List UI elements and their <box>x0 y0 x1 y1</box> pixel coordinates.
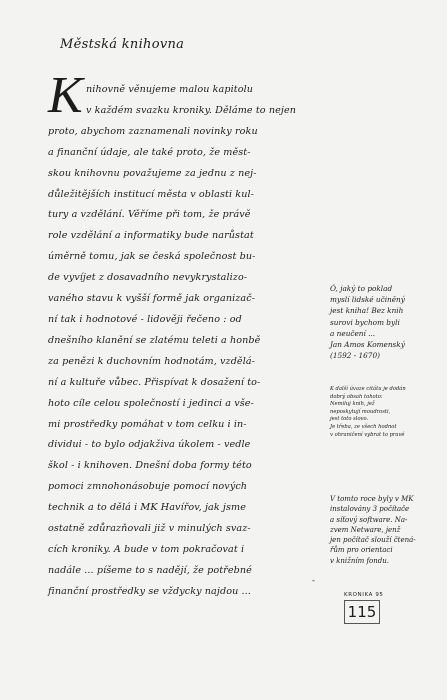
main-line: nihovně věnujeme malou kapitolu <box>86 84 254 95</box>
note-line: Je třeba, ze všech hodnot <box>330 423 397 430</box>
main-line: úměrně tomu, jak se česká společnost bu- <box>48 251 256 263</box>
continuation-dash: - <box>312 576 315 585</box>
main-line: a finanční údaje, ale také proto, že měst- <box>48 146 251 158</box>
network-line: V tomto roce byly v MK <box>330 495 414 503</box>
main-line: skou knihovnu považujeme za jednu z nej- <box>48 167 257 179</box>
network-line: a síťový software. Na- <box>330 515 408 524</box>
main-line: důležitějších institucí města v oblasti kul- <box>48 188 255 200</box>
main-line: mi prostředky pomáhat v tom celku i in- <box>48 418 247 430</box>
chronicle-label: KRONIKA 95 <box>344 592 384 598</box>
main-line: technik a to dělá i MK Havířov, jak jsme <box>48 502 247 514</box>
side-note-network <box>330 494 442 566</box>
network-line: zvem Netware, jenž <box>330 525 401 534</box>
note-line: Nemiluj knih, jež <box>330 401 375 408</box>
main-line: finanční prostředky se vždycky najdou ... <box>48 585 251 597</box>
note-line: neposkytují moudrosti, <box>330 408 391 415</box>
note-line: jest toto slovo. <box>330 416 369 423</box>
note-line: K další úvaze citátu je dodán <box>330 386 406 392</box>
note-line: dobrý obsah tohoto: <box>330 393 383 400</box>
quote-line: surovi bychom byli <box>330 317 400 327</box>
main-line: role vzdělání a informatiky bude narůstat <box>48 230 254 242</box>
main-line: škol - i knihoven. Dnešní doba formy této <box>48 460 252 472</box>
main-line: ní a kultuře vůbec. Přispívat k dosažení to- <box>48 376 261 388</box>
main-line: pomoci zmnohonásobuje pomocí nových <box>48 481 248 493</box>
main-line: v každém svazku kroniky. Děláme to nejen <box>86 104 297 116</box>
page-number-box: 115 <box>344 600 380 624</box>
quote-years: (1592 - 1670) <box>330 351 380 361</box>
quote-line: a neučení ... <box>330 328 376 338</box>
note-line: v ohraničení vybrat to pravé <box>330 431 405 438</box>
quote-line: Ó, jaký to poklad <box>330 284 393 293</box>
main-line: dnešního klanění se zlatému teleti a honbě <box>48 334 261 346</box>
main-line: vaného stavu k vyšší formě jak organizač- <box>48 293 256 305</box>
network-line: řům pro orientaci <box>330 546 393 555</box>
page-heading: Městská knihovna <box>60 37 185 52</box>
main-line: tury a vzdělání. Věříme při tom, že právě <box>48 209 251 221</box>
main-line: de vyvíjet z dosavadního nevykrystalizo- <box>48 272 248 284</box>
main-line: nadále ... píšeme to s nadějí, že potřebné <box>48 564 252 576</box>
main-paragraph <box>48 80 323 603</box>
side-quote-komensky <box>330 283 442 361</box>
main-line: hoto cíle celou společností i jedinci a vše- <box>48 397 254 409</box>
network-line: instalovány 3 počítače <box>330 505 410 514</box>
main-line: cích kroniky. A bude v tom pokračovat i <box>48 543 245 555</box>
network-line: jen počítač slouží čtená- <box>330 536 416 545</box>
quote-author: Jan Amos Komenský <box>330 340 405 350</box>
quote-line: myslí lidské učiněný <box>330 295 405 305</box>
quote-line: jest kniha! Bez knih <box>330 306 404 316</box>
main-line: ní tak i hodnotové - lidověji řečeno : od <box>48 313 242 325</box>
main-line: ostatně zdůrazňovali již v minulých svaz- <box>48 523 251 535</box>
main-line: proto, abychom zaznamenali novinky roku <box>48 125 258 137</box>
drop-capital-letter: K <box>48 67 83 124</box>
network-line: v knižním fondu. <box>330 556 389 565</box>
side-note-small <box>330 386 442 439</box>
main-line: za penězi k duchovním hodnotám, vzdělá- <box>48 355 256 367</box>
main-line: dividui - to bylo odjakživa úkolem - vedle <box>48 439 251 451</box>
